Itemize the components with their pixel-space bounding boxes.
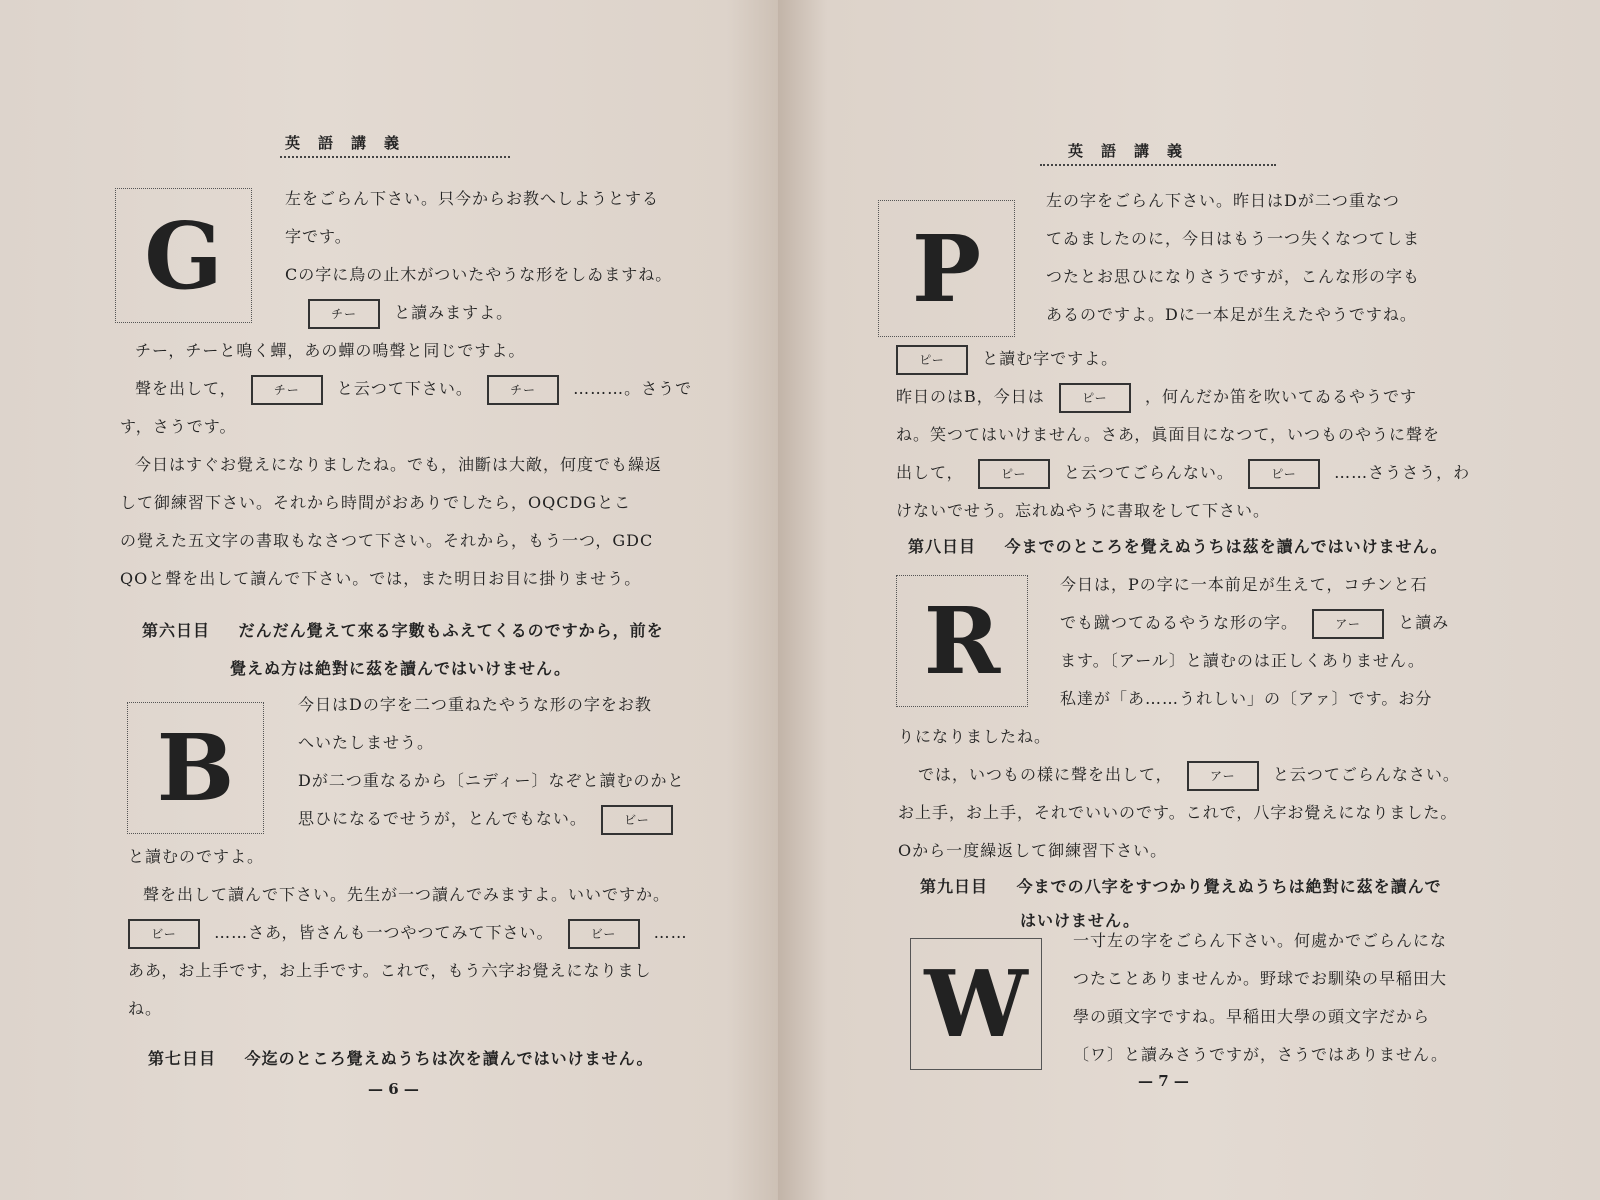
right-page-number: — 7 — (1138, 1072, 1189, 1090)
p-box-1: ピー (896, 345, 968, 375)
r-line-8: Oから一度繰返して御練習下さい。 (898, 841, 1168, 860)
g-para2-line-4: QOと聲を出して讀んで下さい。では，また明日お目に掛りませう。 (120, 569, 642, 588)
r-line-3: ます。〔アール〕と讀むのは正しくありません。 (1060, 651, 1425, 670)
g-para2-line-3: の覺えた五文字の書取もなさつて下さい。それから，もう一つ，GDC (120, 531, 654, 550)
p-paragraph (1046, 182, 1466, 334)
letter-r-box: R (896, 575, 1028, 707)
day7-heading (148, 1040, 708, 1078)
b-line-4-text: 思ひになるでせうが，とんでもない。 (298, 809, 587, 828)
right-running-header: 英語講義 (1068, 142, 1201, 160)
g-read-suffix: と讀みますよ。 (394, 303, 514, 322)
letter-g-box: G (115, 188, 252, 323)
w-line-1: 一寸左の字をごらん下さい。何處かでごらんにな (1073, 931, 1448, 950)
r-box-2: アー (1187, 761, 1259, 791)
g-para2-line-1: 今日はすぐお覺えになりましたね。でも，油斷は大敵，何度でも繰返 (135, 455, 663, 474)
p-line-7: ね。笑つてはいけません。さあ，眞面目になつて，いつものやうに聲を (896, 425, 1441, 444)
p-line-8 (896, 454, 1476, 492)
left-page-number: — 6 — (368, 1080, 419, 1098)
right-header-rule (1040, 158, 1276, 166)
g-voice-prefix: 聲を出して， (135, 379, 237, 398)
p-box-4: ピー (1248, 459, 1320, 489)
r-line-4: 私達が「あ……うれしい」の〔アァ〕です。お分 (1060, 689, 1433, 708)
b-line-7-end: …… (653, 923, 688, 942)
p-line-6 (896, 378, 1476, 416)
p-line-9: けないでせう。忘れぬやうに書取をして下さい。 (896, 501, 1271, 520)
r-paragraph (1060, 566, 1480, 718)
r-line-2 (1060, 604, 1480, 642)
g-voice-suffix: ………。さうで (573, 379, 693, 398)
g-line-3: Cの字に鳥の止木がついたやうな形をしゐますね。 (285, 265, 673, 284)
w-paragraph (1073, 922, 1493, 1074)
p-line-8-post: ……さうさう，わ (1334, 463, 1471, 482)
b-line-2: へいたしませう。 (298, 733, 435, 752)
left-page (0, 0, 790, 1200)
b-line-5: と讀むのですよ。 (128, 847, 265, 866)
g-voice-mid: と云つて下さい。 (336, 379, 473, 398)
r-paragraph-2 (898, 718, 1498, 870)
w-line-2: つたことありませんか。野球でお馴染の早稲田大 (1073, 969, 1448, 988)
p-line-8-mid: と云つてごらんない。 (1063, 463, 1234, 482)
day6-label: 第六日目 (142, 621, 211, 640)
b-line-6: 聲を出して讀んで下さい。先生が一つ讀んでみますよ。いいですか。 (143, 885, 671, 904)
day6-text-2: 覺えぬ方は絶對に茲を讀んではいけません。 (230, 659, 571, 678)
day9-text-2: はいけません。 (1020, 911, 1140, 930)
day9-text-1: 今までの八字をすつかり覺えぬうちは絶對に茲を讀んで (1016, 877, 1442, 896)
day8-text: 今までのところを覺えぬうちは茲を讀んではいけません。 (1004, 537, 1448, 556)
r-line-6-post: と云つてごらんなさい。 (1272, 765, 1460, 784)
p-line-2: てゐましたのに，今日はもう一つ失くなつてしま (1046, 229, 1421, 248)
g-line-1: 左をごらん下さい。只今からお教へしようとする (285, 189, 660, 208)
r-line-1: 今日は，Pの字に一本前足が生えて，コチンと石 (1060, 575, 1428, 594)
w-line-4: 〔ワ〕と讀みさうですが，さうではありません。 (1073, 1045, 1448, 1064)
b-line-8: ああ，お上手です，お上手です。これで，もう六字お覺えになりまし (128, 961, 652, 980)
day8-heading (908, 528, 1508, 566)
g-line-2: 字です。 (285, 227, 352, 246)
p-line-3: つたとお思ひになりさうですが，こんな形の字も (1046, 267, 1421, 286)
g-sou-line: す，さうです。 (120, 417, 237, 436)
g-cicada-line: チー，チーと鳴く蟬，あの蟬の鳴聲と同じですよ。 (135, 341, 526, 360)
b-line-3: Dが二つ重なるから〔ニディー〕なぞと讀むのかと (298, 771, 685, 790)
letter-w-box: W (910, 938, 1042, 1070)
r-line-2-pre: でも蹴つてゐるやうな形の字。 (1060, 613, 1299, 632)
p-paragraph-2 (896, 340, 1476, 530)
w-line-3: 學の頭文字ですね。早稲田大學の頭文字だから (1073, 1007, 1431, 1026)
g-para2-line-2: して御練習下さい。それから時間がおありでしたら，OQCDGとこ (120, 493, 632, 512)
day9-label: 第九日目 (920, 877, 989, 896)
letter-p-box: P (878, 200, 1015, 337)
day6-heading (142, 612, 702, 688)
p-line-6-pre: 昨日のはB，今日は (896, 387, 1045, 406)
b-line-1: 今日はDの字を二つ重ねたやうな形の字をお教 (298, 695, 652, 714)
day8-label: 第八日目 (908, 537, 977, 556)
b-paragraph (298, 686, 708, 838)
r-line-6 (898, 756, 1498, 794)
b-line-7 (128, 914, 708, 952)
g-read-line (285, 294, 705, 332)
p-line-5-text: と讀む字ですよ。 (982, 349, 1119, 368)
day7-text: 今迄のところ覺えぬうちは次を讀んではいけません。 (244, 1049, 654, 1068)
g-voice-box-2: チー (487, 375, 559, 405)
r-line-5: りになりましたね。 (898, 727, 1052, 746)
r-line-7: お上手，お上手，それでいいのです。これで，八字お覺えになりました。 (898, 803, 1458, 822)
g-reading-box: チー (308, 299, 380, 329)
b-line-4 (298, 800, 708, 838)
p-line-6-post: ，何んだか笛を吹いてゐるやうです (1144, 387, 1417, 406)
left-header-rule (280, 150, 510, 158)
b-box-2: ビー (128, 919, 200, 949)
r-box-1: アー (1312, 609, 1384, 639)
b-box-3: ビー (568, 919, 640, 949)
b-line-7-mid: ……さあ，皆さんも一つやつてみて下さい。 (214, 923, 554, 942)
g-paragraph-2 (120, 332, 700, 598)
letter-b-box: B (127, 702, 264, 834)
day7-label: 第七日目 (148, 1049, 217, 1068)
left-running-header: 英語講義 (285, 134, 418, 152)
day6-text-1: だんだん覺えて來る字數もふえてくるのですから，前を (238, 621, 664, 640)
b-line-9: ね。 (128, 999, 163, 1018)
p-line-8-pre: 出して， (896, 463, 964, 482)
p-line-5 (896, 340, 1476, 378)
p-box-3: ピー (978, 459, 1050, 489)
b-paragraph-2 (128, 838, 708, 1028)
b-box-1: ビー (601, 805, 673, 835)
p-line-4: あるのですよ。Dに一本足が生えたやうですね。 (1046, 305, 1417, 324)
p-line-1: 左の字をごらん下さい。昨日はDが二つ重なつ (1046, 191, 1400, 210)
right-page (778, 0, 1600, 1200)
p-box-2: ピー (1059, 383, 1131, 413)
g-voice-box-1: チー (251, 375, 323, 405)
g-voice-line (120, 370, 700, 408)
r-line-2-post: と讀み (1398, 613, 1450, 632)
r-line-6-pre: では，いつもの樣に聲を出して， (918, 765, 1173, 784)
g-paragraph (285, 180, 705, 332)
